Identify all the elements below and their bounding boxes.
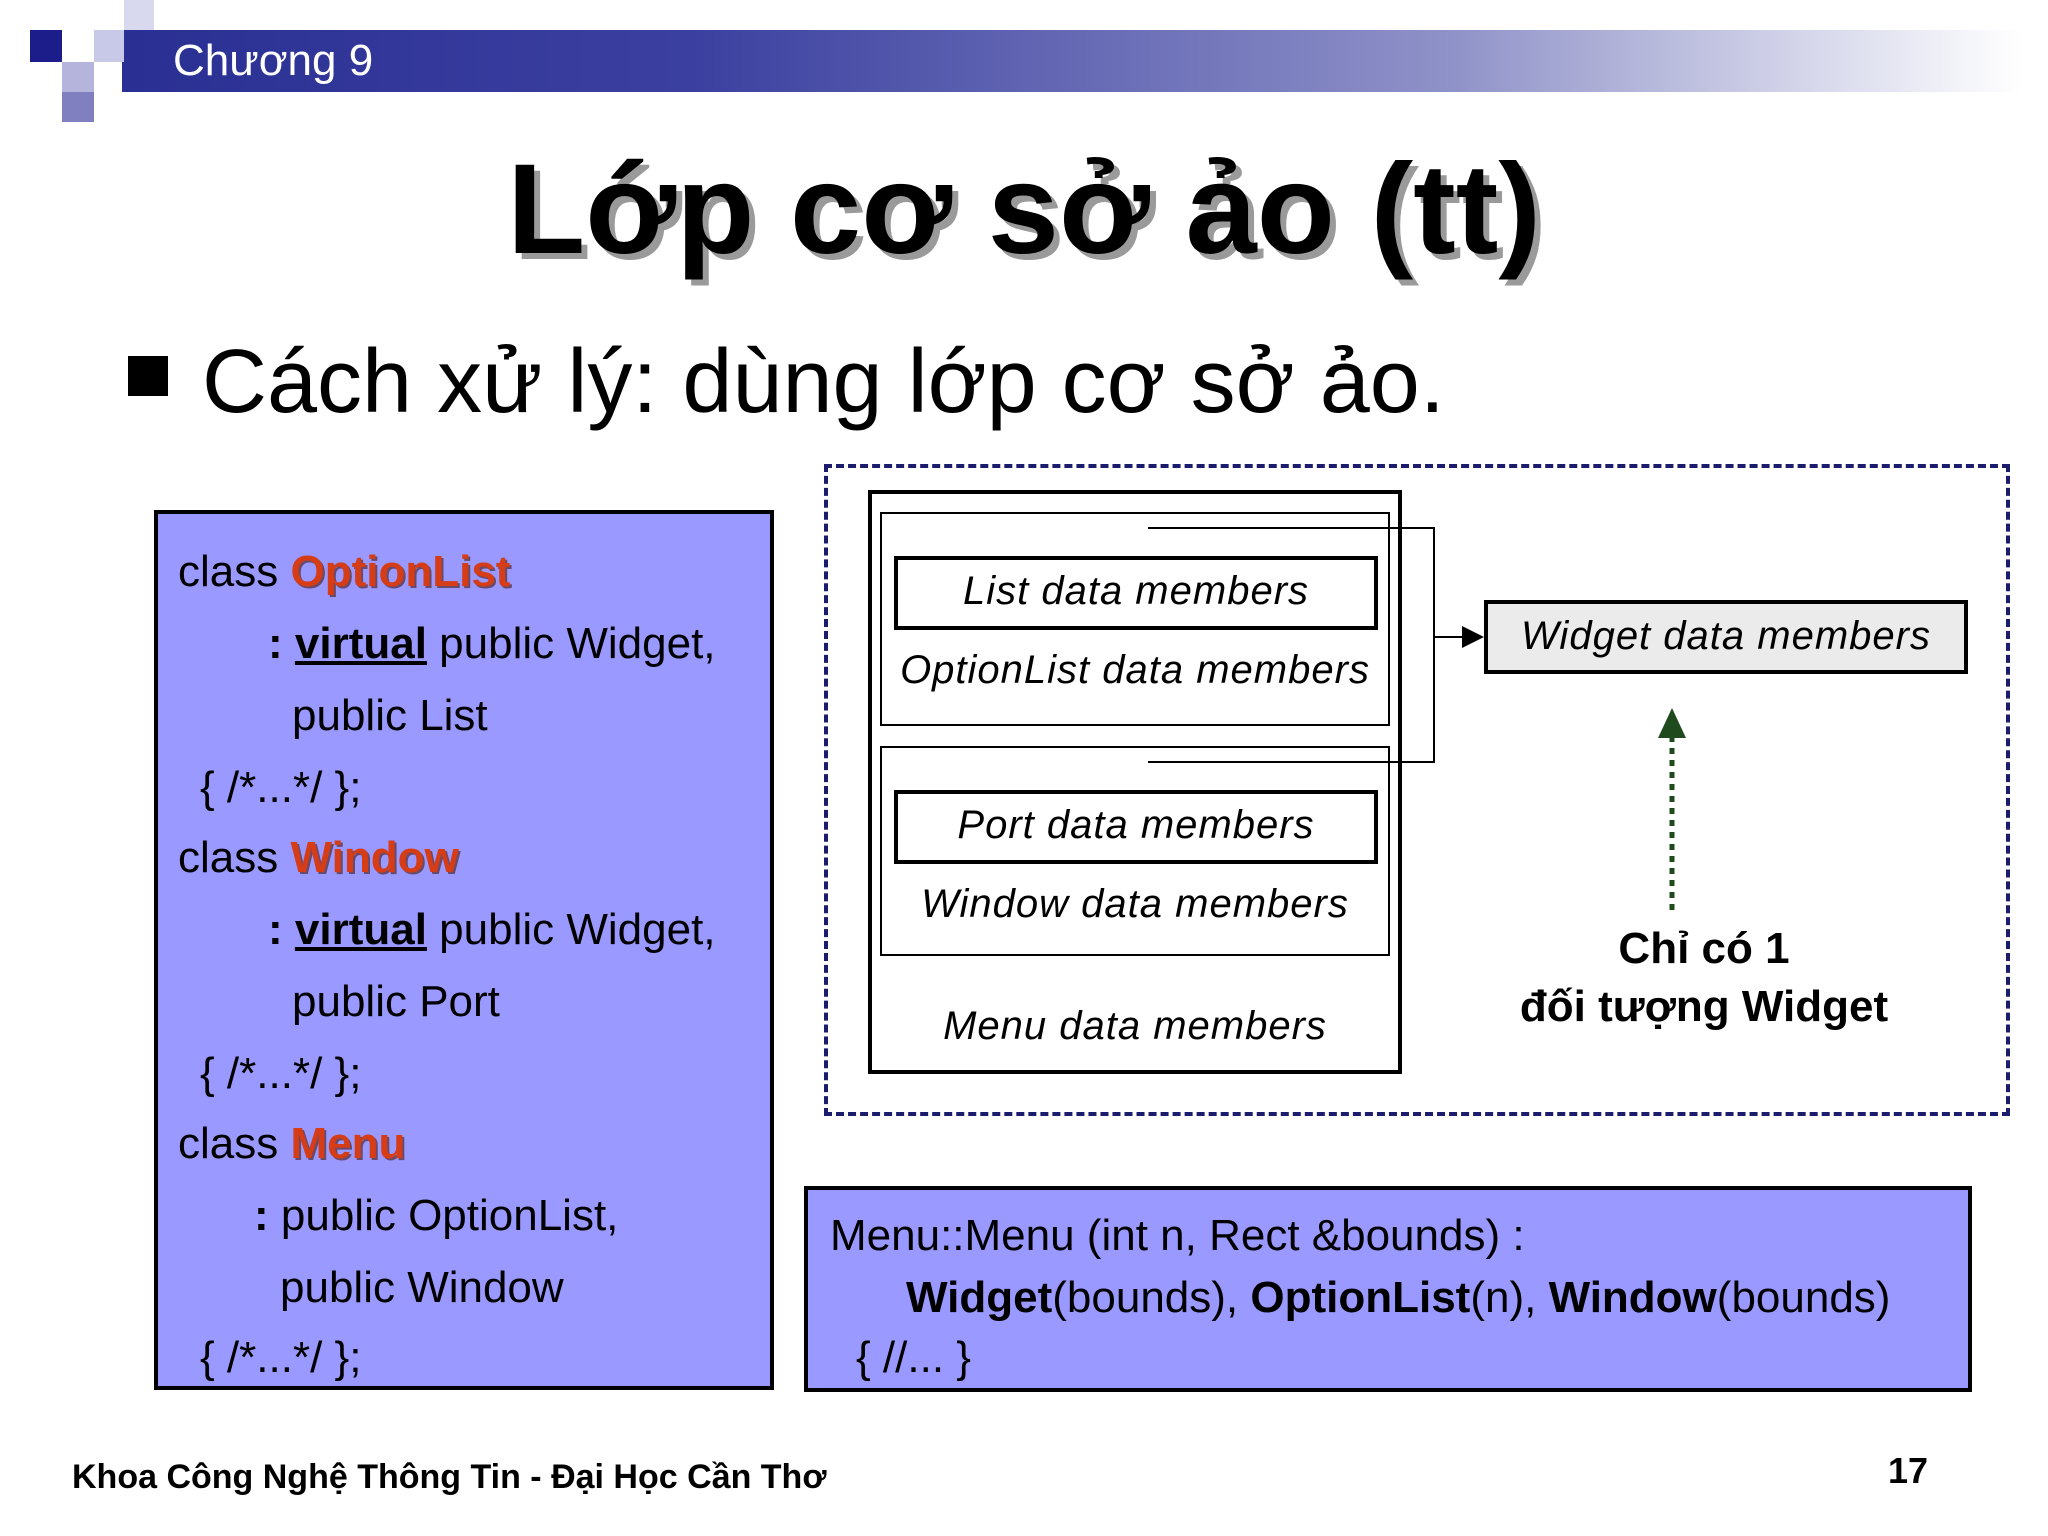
class-name-menu: Menu (290, 1119, 406, 1168)
code-colon: : (268, 619, 283, 668)
slide-title: Lớp cơ sở ảo (tt) (507, 138, 1541, 281)
widget-members-box: Widget data members (1484, 600, 1968, 674)
constructor-box (804, 1186, 1972, 1392)
single-widget-note (1484, 920, 1924, 1036)
keyword-class: class (178, 547, 279, 596)
ctor-window: Window (1548, 1273, 1717, 1322)
code-line-braces: { /*...*/ }; (200, 1333, 362, 1382)
port-members-box: Port data members (894, 790, 1378, 864)
class-name-optionlist: OptionList (290, 547, 511, 596)
ctor-window-args: (bounds) (1716, 1273, 1891, 1322)
keyword-virtual: virtual (294, 905, 427, 954)
ctor-widget: Widget (906, 1273, 1053, 1322)
keyword-class: class (178, 833, 279, 882)
ctor-line-3: { //... } (856, 1333, 971, 1382)
class-name-window: Window (290, 833, 459, 882)
up-arrowhead-icon (1658, 708, 1686, 738)
ctor-optionlist-args: (n), (1470, 1273, 1549, 1322)
connector-optionlist (1148, 528, 1434, 637)
bullet-text: Cách xử lý: dùng lớp cơ sở ảo. (202, 332, 1445, 432)
list-members-box: List data members (894, 556, 1378, 630)
code-colon: : (268, 905, 283, 954)
code-base: public OptionList, (280, 1191, 619, 1240)
arrowhead-icon (1462, 626, 1484, 648)
keyword-class: class (178, 1119, 279, 1168)
ctor-optionlist: OptionList (1250, 1273, 1471, 1322)
ctor-widget-args: (bounds), (1052, 1273, 1251, 1322)
keyword-virtual: virtual (294, 619, 427, 668)
window-members-label: Window data members (921, 882, 1349, 926)
ctor-line-1: Menu::Menu (int n, Rect &bounds) : (830, 1211, 1525, 1260)
code-base: public Widget, (439, 619, 716, 668)
code-base: public Widget, (439, 905, 716, 954)
chapter-label: Chương 9 (173, 36, 374, 85)
code-colon: : (254, 1191, 269, 1240)
menu-members-label: Menu data members (943, 1004, 1327, 1048)
code-line-braces: { /*...*/ }; (200, 763, 362, 812)
footer-text: Khoa Công Nghệ Thông Tin - Đại Học Cần Thơ (72, 1458, 827, 1496)
note-line-2: đối tượng Widget (1519, 982, 1889, 1031)
note-line-1: Chỉ có 1 (1618, 924, 1790, 973)
code-line-optionlist-base2: public List (292, 691, 488, 740)
ctor-line-2 (906, 1270, 1890, 1326)
code-line-menu-base2: public Window (280, 1263, 564, 1312)
code-line-braces: { /*...*/ }; (200, 1049, 362, 1098)
connector-window (1148, 637, 1434, 762)
page-number: 17 (1888, 1450, 1929, 1491)
optionlist-members-label: OptionList data members (900, 648, 1370, 692)
code-line-window-base2: public Port (292, 977, 500, 1026)
